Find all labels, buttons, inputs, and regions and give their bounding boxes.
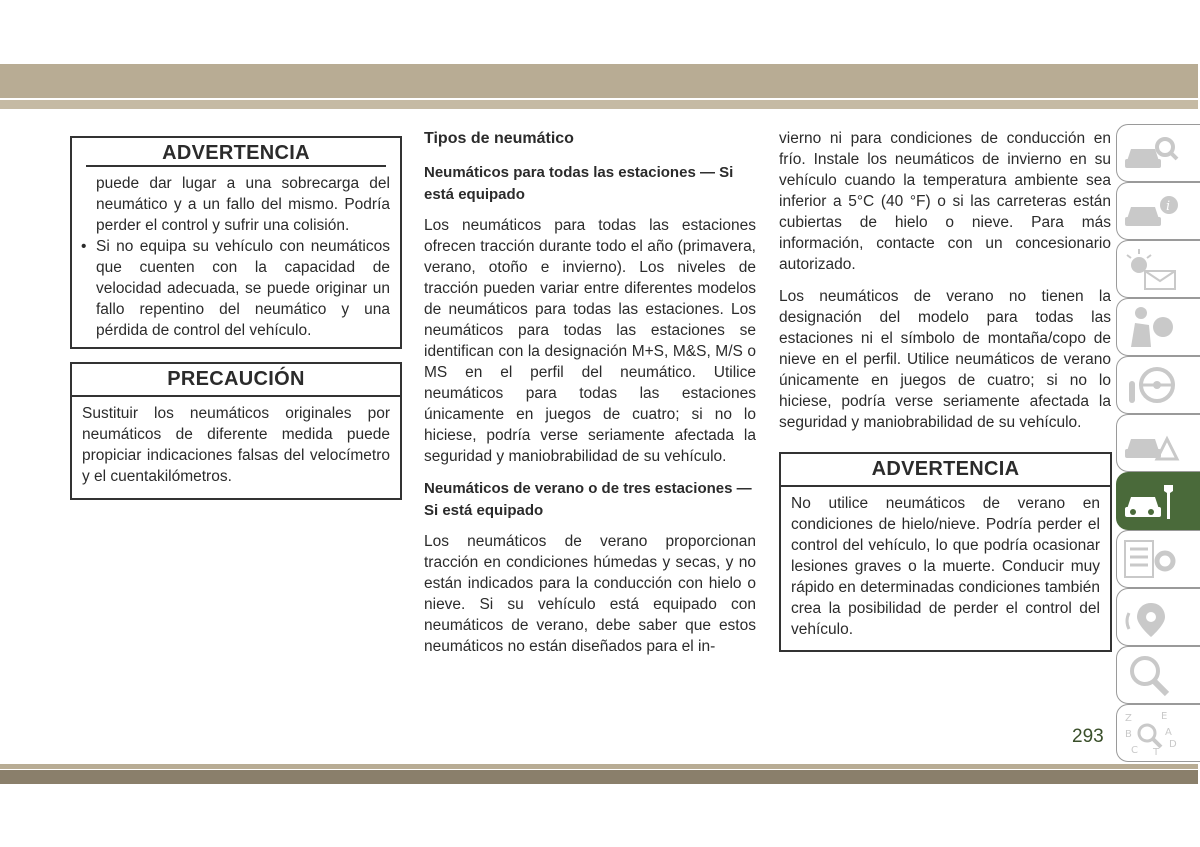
tab-warning-lights[interactable]	[1116, 240, 1200, 298]
index-letter-z: Z	[1125, 713, 1132, 724]
warning-bullet-text: Si no equipa su vehículo con neumáticos que cuenten con la capacidad de velocidad adecuada, se puede originar un fallo repentino del neumático y una pérdida de control del vehículo.	[96, 238, 390, 339]
paragraph-summer: Los neumáticos de verano proporcionan tracción en condiciones húmedas y secas, y no están indicados para la conducción con hielo o nieve. Si su vehículo está equipado con neumáticos de verano, debe saber que estos neumáticos no están diseñados para el in-	[424, 533, 756, 655]
header-band	[0, 64, 1198, 98]
paragraph-all-season: Los neumáticos para todas las estaciones ofrecen tracción durante todo el año (primavera, verano, otoño e invierno). Los niveles de tracción pueden variar entre diferentes modelos de neumáticos para todas las estaciones. Los neumáticos para todas las estaciones se identifican con la designación M+S, M&S, M/S o MS en el perfil del neumático. Utilice neumáticos para todas las estaciones únicamente en juegos de cuatro; si no lo hiciese, podría verse seriamente afectada la seguridad y maniobrabilidad de su vehículo.	[424, 217, 756, 465]
tab-servicing[interactable]	[1116, 472, 1200, 530]
caution-title: PRECAUCIÓN	[72, 364, 400, 397]
section-heading: Tipos de neumático	[424, 130, 574, 147]
tab-specifications[interactable]	[1116, 530, 1200, 588]
tab-emergency[interactable]	[1116, 414, 1200, 472]
warning-continued-text: puede dar lugar a una sobrecarga del neumático y a un fallo del mismo. Podría perder el control y sufrir una colisión.	[96, 175, 390, 234]
index-icon	[1121, 709, 1181, 757]
index-letter-c: C	[1131, 745, 1138, 756]
tab-driving[interactable]	[1116, 356, 1200, 414]
warning-title-1: ADVERTENCIA	[162, 142, 310, 164]
middle-column	[424, 128, 756, 668]
tab-search[interactable]	[1116, 646, 1200, 704]
index-letter-a: A	[1165, 727, 1172, 738]
tab-multimedia[interactable]	[1116, 588, 1200, 646]
specs-gear-icon	[1121, 535, 1181, 583]
car-hazard-icon	[1121, 419, 1181, 467]
tab-index[interactable]	[1116, 704, 1200, 762]
warning-box-2	[779, 452, 1112, 652]
index-letter-b: B	[1125, 729, 1132, 740]
car-info-icon	[1121, 187, 1181, 235]
car-search-icon	[1121, 129, 1181, 177]
index-letter-t: T	[1153, 747, 1160, 757]
header-band-thin	[0, 100, 1198, 109]
paragraph-winter: vierno ni para condiciones de conducción en frío. Instale los neumáticos de invierno en su vehículo cuando la temperatura ambiente sea inferior a 5°C (40 °F) o si las carreteras están cubiertas de hielo o nieve. Para más información, contacte con un concesionario autorizado.	[779, 130, 1111, 273]
car-wrench-icon	[1121, 477, 1181, 525]
paragraph-summer-designation: Los neumáticos de verano no tienen la designación del modelo para todas las estaciones ni el símbolo de montaña/copo de nieve en el perfil. Utilice neumáticos de verano únicamente en juegos de cuatro; si no lo hiciese, podría verse seriamente afectada la seguridad y maniobrabilidad de su vehículo.	[779, 288, 1111, 431]
tab-safety[interactable]	[1116, 298, 1200, 356]
airbag-icon	[1121, 303, 1181, 351]
caution-text: Sustituir los neumáticos originales por neumáticos de diferente medida puede propiciar indicaciones falsas del velocímetro y el cuentakilómetros.	[82, 405, 390, 485]
search-icon	[1121, 651, 1181, 699]
subheading-summer: Neumáticos de verano o de tres estaciones — Si está equipado	[424, 480, 752, 519]
steering-wheel-icon	[1121, 361, 1181, 409]
index-letter-d: D	[1169, 739, 1177, 750]
warning-title-2: ADVERTENCIA	[781, 454, 1110, 487]
tab-car-search[interactable]	[1116, 124, 1200, 182]
caution-box	[70, 362, 402, 500]
warning-box-1	[70, 136, 402, 349]
caution-body	[72, 397, 400, 495]
subheading-all-season: Neumáticos para todas las estaciones — Si está equipado	[424, 164, 734, 203]
page-number: 293	[1072, 726, 1104, 747]
tab-car-info[interactable]	[1116, 182, 1200, 240]
warning-light-mail-icon	[1121, 245, 1181, 293]
multimedia-icon	[1121, 593, 1181, 641]
warning-body-2	[781, 487, 1110, 648]
warning-text-2: No utilice neumáticos de verano en condiciones de hielo/nieve. Podría perder el control del vehículo, lo que podría ocasionar lesiones graves o la muerte. Conducir muy rápido en determinadas condiciones también crea la posibilidad de perder el control del vehículo.	[791, 495, 1100, 638]
index-letter-e: E	[1161, 711, 1168, 722]
footer-band	[0, 770, 1198, 784]
footer-band-thin	[0, 764, 1198, 769]
warning-body-1	[72, 167, 400, 349]
right-column	[779, 128, 1111, 444]
warning-bullet-item: • Si no equipa su vehículo con neumáticos que cuenten con la capacidad de velocidad adecuada, se puede originar un fallo repentino del neumático y una pérdida de control del vehículo.	[81, 238, 390, 339]
svg-text:i: i	[1166, 199, 1171, 214]
